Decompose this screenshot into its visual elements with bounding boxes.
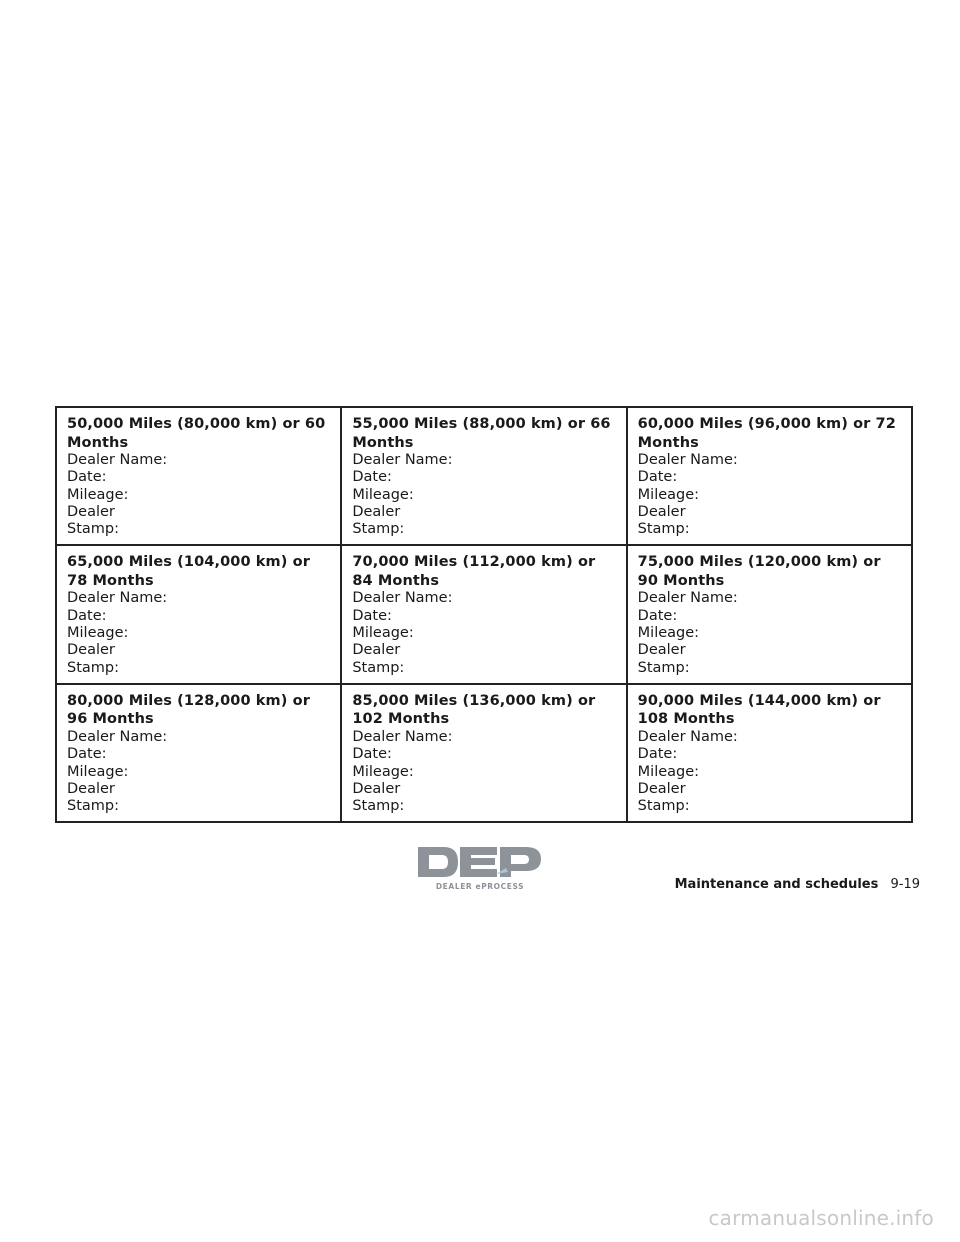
record-field-label: Dealer Name:: [352, 590, 453, 607]
service-interval-title: 60,000 Miles (96,000 km) or 72 Months: [637, 416, 896, 451]
record-field-label: Stamp:: [352, 521, 405, 538]
record-field-label: Dealer: [352, 503, 401, 520]
record-field-label: Dealer: [637, 503, 686, 520]
maintenance-record-table: [55, 406, 913, 823]
page-footer: [675, 877, 920, 892]
record-field-label: Mileage:: [67, 763, 129, 780]
service-record-cell: [627, 684, 912, 822]
record-field-label: Date:: [352, 746, 392, 763]
record-field-label: Dealer Name:: [352, 728, 453, 745]
record-field-label: Stamp:: [67, 659, 119, 676]
record-field-label: Mileage:: [67, 486, 129, 503]
footer-section-title: Maintenance and schedules: [674, 877, 879, 892]
record-field-label: Dealer Name:: [352, 452, 453, 468]
record-field-label: Mileage:: [637, 486, 700, 503]
record-field-label: Date:: [637, 469, 678, 486]
record-field-label: Dealer: [67, 780, 115, 797]
service-interval-title: 65,000 Miles (104,000 km) or 78 Months: [67, 554, 310, 589]
service-interval-title: 90,000 Miles (144,000 km) or 108 Months: [637, 692, 881, 728]
record-field-label: Dealer: [637, 780, 686, 797]
record-field-label: Dealer: [67, 642, 115, 659]
record-field-label: Date:: [67, 607, 107, 624]
service-record-cell: [56, 684, 341, 822]
service-interval-title: 70,000 Miles (112,000 km) or 84 Months: [352, 554, 596, 589]
service-record-cell: [341, 684, 626, 822]
record-field-label: Date:: [637, 746, 678, 763]
record-field-label: Stamp:: [352, 798, 405, 815]
record-field-label: Dealer: [352, 642, 401, 659]
record-field-label: Dealer Name:: [637, 728, 738, 745]
record-field-label: Mileage:: [352, 763, 414, 780]
record-field-label: Dealer Name:: [67, 590, 168, 607]
table-row: [56, 545, 912, 683]
record-field-label: Date:: [67, 746, 107, 763]
record-field-label: Mileage:: [637, 763, 700, 780]
service-record-cell: [341, 407, 626, 545]
record-field-label: Dealer Name:: [67, 728, 168, 745]
record-field-label: Mileage:: [637, 625, 700, 642]
service-record-cell: [56, 545, 341, 683]
record-field-label: Mileage:: [67, 625, 129, 642]
service-record-cell: [627, 545, 912, 683]
record-field-label: Date:: [637, 607, 678, 624]
record-field-label: Stamp:: [637, 521, 690, 538]
record-field-label: Stamp:: [352, 659, 405, 676]
watermark-link[interactable]: carmanualsonline.info: [708, 1206, 934, 1230]
record-field-label: Stamp:: [67, 798, 119, 815]
service-record-cell: [341, 545, 626, 683]
record-field-label: Date:: [352, 607, 392, 624]
service-record-cell: [627, 407, 912, 545]
service-record-cell: [56, 407, 341, 545]
service-interval-title: 75,000 Miles (120,000 km) or 90 Months: [637, 554, 881, 589]
record-field-label: Mileage:: [352, 625, 414, 642]
record-field-label: Mileage:: [352, 486, 414, 503]
record-field-label: Date:: [352, 469, 392, 486]
dealer-eprocess-logo: [416, 844, 544, 892]
record-field-label: Stamp:: [67, 521, 119, 538]
footer-page-number: 9-19: [890, 877, 920, 892]
logo-tagline: DEALER ePROCESS: [435, 882, 525, 891]
table-row: [56, 407, 912, 545]
record-field-label: Stamp:: [637, 798, 690, 815]
record-field-label: Stamp:: [637, 659, 690, 676]
record-field-label: Date:: [67, 469, 107, 486]
service-interval-title: 80,000 Miles (128,000 km) or 96 Months: [67, 692, 310, 728]
service-interval-title: 50,000 Miles (80,000 km) or 60 Months: [67, 416, 326, 451]
record-field-label: Dealer: [67, 503, 115, 520]
service-interval-title: 55,000 Miles (88,000 km) or 66 Months: [352, 416, 611, 451]
table-row: [56, 684, 912, 822]
record-field-label: Dealer Name:: [637, 452, 738, 468]
record-field-label: Dealer: [352, 780, 401, 797]
record-field-label: Dealer Name:: [67, 452, 168, 468]
record-field-label: Dealer: [637, 642, 686, 659]
service-interval-title: 85,000 Miles (136,000 km) or 102 Months: [352, 692, 596, 728]
record-field-label: Dealer Name:: [637, 590, 738, 607]
